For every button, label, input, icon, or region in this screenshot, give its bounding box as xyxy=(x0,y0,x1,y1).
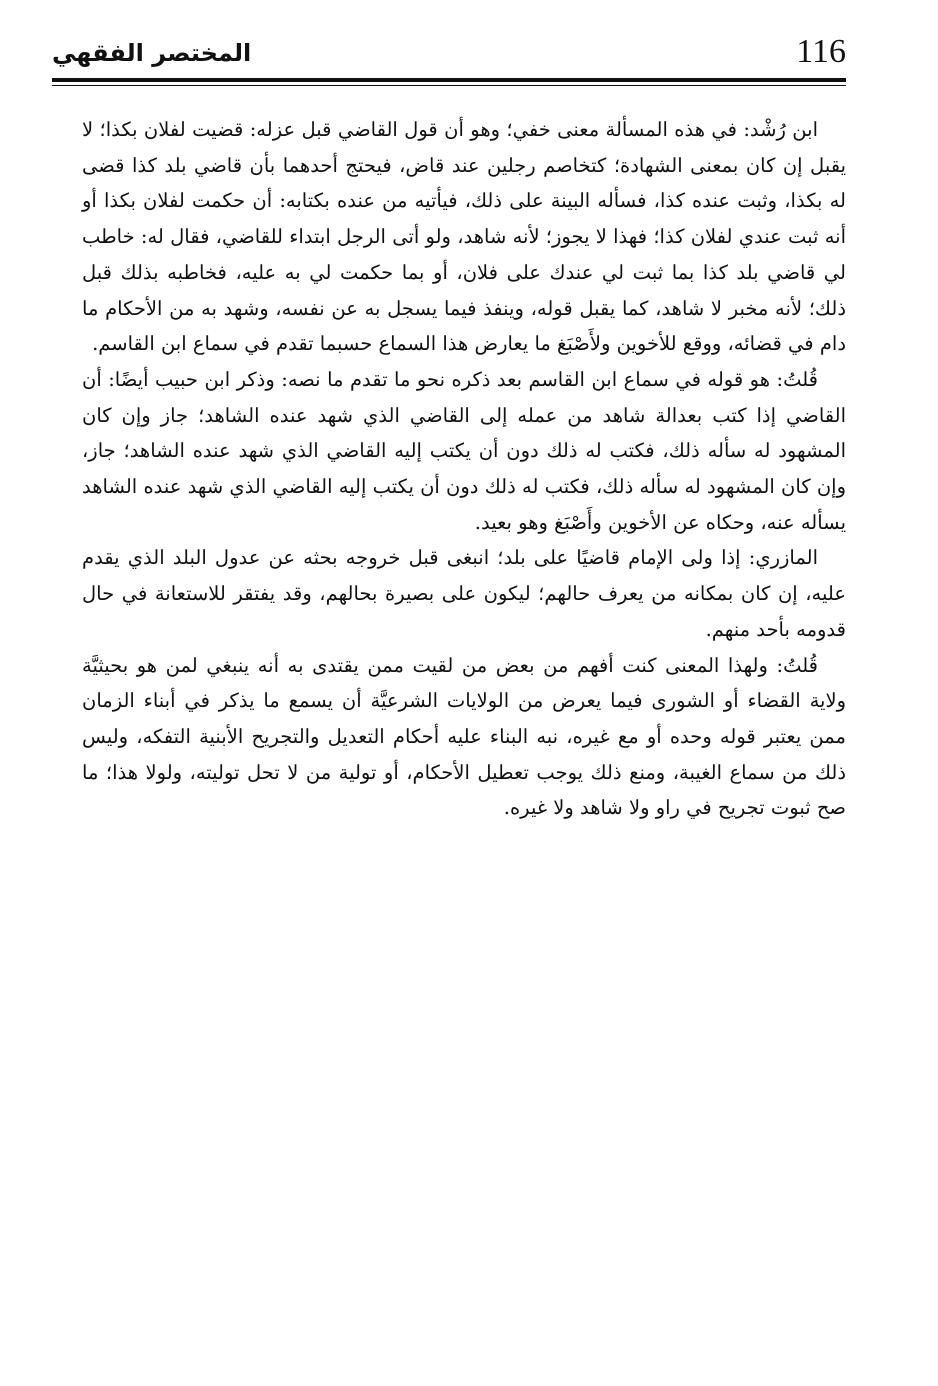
header-rule-thick xyxy=(52,78,846,82)
paragraph-qultu-2: قُلتُ: ولهذا المعنى كنت أفهم من بعض من لقيت ممن يقتدى به أنه ينبغي لمن هو بحيثيَّة ولاية القضاء أو الشورى فيما يعرض من الولايات الشرعيَّة أن يسمع ما يذكر في أبناء الزمان ممن يعتبر قوله وحده أو مع غيره، نبه البناء عليه أحكام التعديل والتجريح الأبنية التفكه، وليس ذلك من سماع الغيبة، ومنع ذلك يوجب تعطيل الأحكام، أو تولية من لا تحل توليته، ولولا هذا؛ ما صح ثبوت تجريح في راو ولا شاهد ولا غيره. xyxy=(82,653,846,820)
paragraph-qultu-1: قُلتُ: هو قوله في سماع ابن القاسم بعد ذكره نحو ما تقدم ما نصه: وذكر ابن حبيب أيضًا: أن القاضي إذا كتب بعدالة شاهد من عمله إلى القاضي الذي شهد عنده الشاهد؛ جاز وإن كان المشهود له سأله ذلك، فكتب له ذلك دون أن يكتب إليه القاضي الذي شهد عنده الشاهد؛ جاز، وإن كان المشهود له سأله ذلك، فكتب له ذلك دون أن يكتب إليه القاضي الذي شهد عنده الشاهد يسأله عنه، وحكاه عن الأخوين وأَصْبَغ وهو بعيد. xyxy=(82,367,846,534)
page-body xyxy=(82,112,846,826)
header-rule-thin xyxy=(52,85,846,86)
paragraph-mazari: المازري: إذا ولى الإمام قاضيًا على بلد؛ انبغى قبل خروجه بحثه عن عدول البلد الذي يقدم عليه، إن كان بمكانه من يعرف حالهم؛ ليكون على بصيرة بحالهم، وقد يفتقر للاستعانة في حال قدومه بأحد منهم. xyxy=(82,546,846,641)
paragraph-ibn-rushd: ابن رُشْد: في هذه المسألة معنى خفي؛ وهو أن قول القاضي قبل عزله: قضيت لفلان بكذا؛ لا يقبل إن كان بمعنى الشهادة؛ كتخاصم رجلين عند قاض، فيحتج أحدهما بأن قاضي بلد كذا قضى له بكذا، وثبت عنده كذا، فسأله البينة على ذلك، فيأتيه من عنده بكتابه: أن حكمت لفلان بكذا أو أنه ثبت عندي لفلان كذا؛ فهذا لا يجوز؛ لأنه شاهد، ولو أتى الرجل ابتداء للقاضي، فقال له: خاطب لي قاضي بلد كذا بما ثبت لي عندك على فلان، أو بما حكمت لي به عليه، فخاطبه بذلك قبل ذلك؛ لأنه مخبر لا شاهد، كما يقبل قوله، وينفذ فيما يسجل به عن نفسه، وشهد به من الأحكام ما دام في قضائه، ووقع للأخوين ولأَصْبَغ ما يعارض هذا السماع حسبما تقدم في سماع ابن القاسم. xyxy=(82,118,846,356)
page-header xyxy=(52,30,846,88)
page-number: 116 xyxy=(796,33,846,70)
running-title: المختصر الفقهي xyxy=(52,39,252,67)
